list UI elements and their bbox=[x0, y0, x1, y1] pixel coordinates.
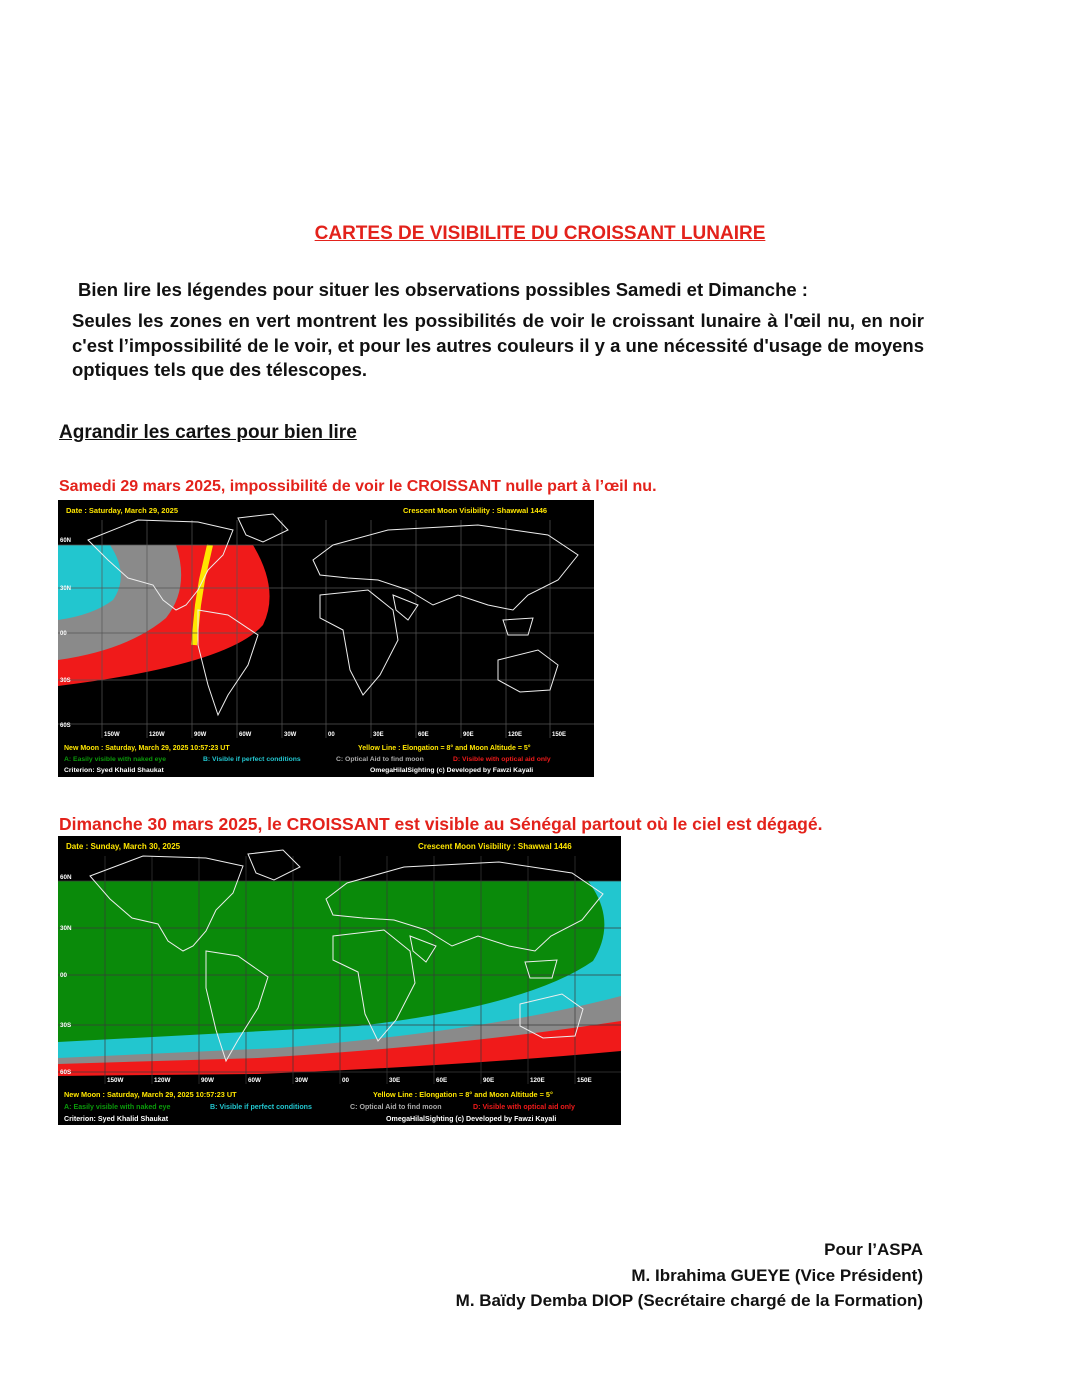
lat-label: 30S bbox=[60, 678, 71, 684]
legend-b: B: Visible if perfect conditions bbox=[210, 1103, 312, 1111]
map-caption-saturday: Samedi 29 mars 2025, impossibilité de voir le CROISSANT nulle part à l’œil nu. bbox=[59, 478, 657, 495]
lon-label: 30W bbox=[295, 1077, 308, 1084]
lat-label: 60N bbox=[60, 874, 72, 881]
signature-line-1: M. Ibrahima GUEYE (Vice Président) bbox=[631, 1266, 923, 1285]
map-caption-sunday: Dimanche 30 mars 2025, le CROISSANT est visible au Sénégal partout où le ciel est dégagé. bbox=[59, 814, 823, 834]
lon-label: 60W bbox=[239, 732, 252, 738]
legend-d: D: Visible with optical aid only bbox=[453, 756, 551, 763]
map-credit: OmegaHilalSighting (c) Developed by Fawzi Kayali bbox=[386, 1115, 557, 1123]
lat-label: 00 bbox=[60, 631, 67, 637]
lat-label: 30S bbox=[60, 1022, 72, 1029]
intro-lead: Bien lire les légendes pour situer les observations possibles Samedi et Dimanche : bbox=[78, 279, 808, 300]
map-date: Date : Saturday, March 29, 2025 bbox=[66, 506, 178, 515]
legend-a: A: Easily visible with naked eye bbox=[64, 1103, 171, 1111]
visibility-map-saturday bbox=[58, 500, 594, 777]
lon-label: 120E bbox=[530, 1077, 545, 1084]
map-yellow-line-note: Yellow Line : Elongation = 8° and Moon Altitude = 5° bbox=[373, 1090, 553, 1099]
lon-label: 60E bbox=[418, 732, 429, 738]
map-heading: Crescent Moon Visibility : Shawwal 1446 bbox=[403, 506, 548, 515]
lon-label: 120W bbox=[154, 1077, 171, 1084]
map-new-moon: New Moon : Saturday, March 29, 2025 10:57:23 UT bbox=[64, 745, 230, 752]
lon-label: 150W bbox=[107, 1077, 124, 1084]
lat-label: 30N bbox=[60, 586, 72, 592]
lat-label: 60N bbox=[60, 538, 72, 544]
legend-c: C: Optical Aid to find moon bbox=[350, 1103, 442, 1111]
visibility-map-sunday bbox=[58, 836, 621, 1125]
lon-label: 90W bbox=[201, 1077, 214, 1084]
map-credit: OmegaHilalSighting (c) Developed by Fawzi Kayali bbox=[370, 767, 534, 774]
enlarge-note: Agrandir les cartes pour bien lire bbox=[59, 422, 357, 443]
lat-label: 00 bbox=[60, 972, 68, 979]
lon-label: 120E bbox=[508, 732, 523, 738]
lon-label: 90W bbox=[194, 732, 207, 738]
legend-a: A: Easily visible with naked eye bbox=[64, 756, 166, 763]
lon-label: 150W bbox=[104, 732, 120, 738]
map-yellow-line-note: Yellow Line : Elongation = 8° and Moon Altitude = 5° bbox=[358, 745, 531, 752]
lat-label: 60S bbox=[60, 723, 71, 729]
legend-d: D: Visible with optical aid only bbox=[473, 1103, 575, 1111]
map-heading: Crescent Moon Visibility : Shawwal 1446 bbox=[418, 842, 572, 851]
lon-label: 00 bbox=[328, 732, 335, 738]
lon-label: 90E bbox=[463, 732, 474, 738]
lon-label: 60W bbox=[248, 1077, 261, 1084]
lon-label: 60E bbox=[436, 1077, 448, 1084]
lon-label: 150E bbox=[577, 1077, 592, 1084]
lon-label: 30W bbox=[284, 732, 297, 738]
lon-label: 150E bbox=[552, 732, 567, 738]
lon-label: 00 bbox=[342, 1077, 350, 1084]
lon-label: 30E bbox=[373, 732, 384, 738]
signature-org: Pour l’ASPA bbox=[824, 1240, 923, 1259]
map-criterion: Criterion: Syed Khalid Shaukat bbox=[64, 767, 164, 774]
legend-c: C: Optical Aid to find moon bbox=[336, 756, 424, 763]
legend-b: B: Visible if perfect conditions bbox=[203, 756, 301, 763]
map-new-moon: New Moon : Saturday, March 29, 2025 10:57:23 UT bbox=[64, 1090, 237, 1099]
lat-label: 60S bbox=[60, 1069, 72, 1076]
map-criterion: Criterion: Syed Khalid Shaukat bbox=[64, 1115, 169, 1123]
document-title: CARTES DE VISIBILITE DU CROISSANT LUNAIRE bbox=[314, 223, 766, 244]
map-date: Date : Sunday, March 30, 2025 bbox=[66, 842, 181, 851]
signature-line-2: M. Baïdy Demba DIOP (Secrétaire chargé de la Formation) bbox=[455, 1291, 923, 1310]
intro-body: Seules les zones en vert montrent les possibilités de voir le croissant lunaire à l'œil nu, en noir c'est l’impossibilité de le voir, et pour les autres couleurs il y a une nécessité d'usage de moyens optiques tels que des télescopes. bbox=[72, 310, 924, 380]
lon-label: 120W bbox=[149, 732, 165, 738]
lat-label: 30N bbox=[60, 925, 72, 932]
lon-label: 30E bbox=[389, 1077, 401, 1084]
lon-label: 90E bbox=[483, 1077, 495, 1084]
